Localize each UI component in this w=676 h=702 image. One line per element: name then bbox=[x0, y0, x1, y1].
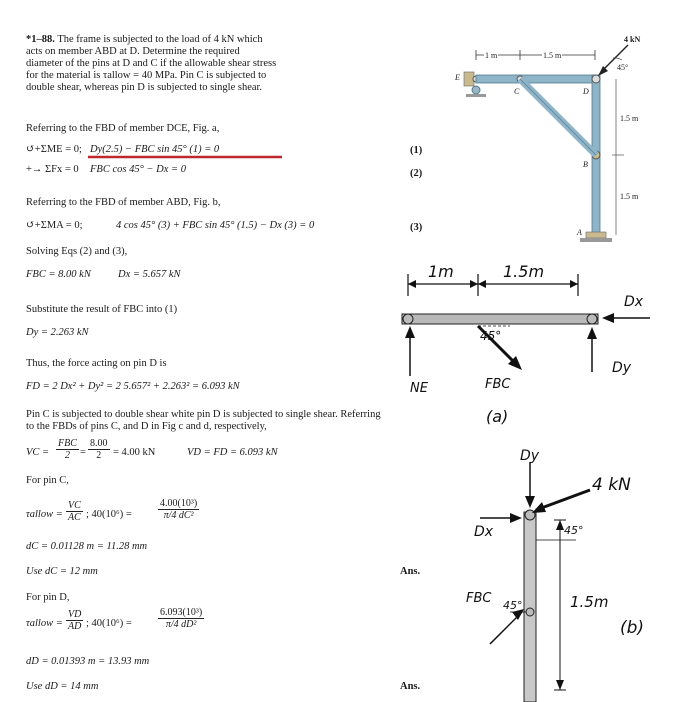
sketch-b-label-load: 4 kN bbox=[592, 475, 631, 495]
sketch-b-label-dy: Dy bbox=[520, 448, 540, 464]
problem-line-5: double shear, whereas pin D is subjected to single shear. bbox=[26, 82, 263, 93]
sketch-a-label-ne: NE bbox=[410, 381, 428, 396]
equals-sign: = bbox=[80, 447, 86, 458]
fbd-dce-intro: Referring to the FBD of member DCE, Fig. a, bbox=[26, 123, 220, 134]
problem-line-1: The frame is subjected to the load of 4 kN which bbox=[57, 34, 263, 45]
member-dce bbox=[476, 75, 598, 83]
sketch-b-load-line bbox=[536, 490, 590, 510]
dc-result: dC = 0.01128 m = 11.28 mm bbox=[26, 541, 148, 552]
eq3-label: ↺+ΣMA = 0; bbox=[26, 220, 83, 231]
ans-label-2: Ans. bbox=[400, 681, 421, 692]
eq1: Dy(2.5) − FBC sin 45° (1) = 0 bbox=[90, 144, 220, 155]
fbd-abd-intro: Referring to the FBD of member ABD, Fig. b, bbox=[26, 197, 221, 208]
support-a bbox=[586, 232, 606, 238]
sketch-a-arrow-3 bbox=[478, 280, 486, 288]
frame-label-d: D bbox=[583, 87, 589, 96]
dd-result: dD = 0.01393 m = 13.93 mm bbox=[26, 656, 150, 667]
result-dx: Dx = 5.657 kN bbox=[118, 269, 181, 280]
sketch-b-label-dx: Dx bbox=[474, 524, 494, 540]
use-dc: Use dC = 12 mm bbox=[26, 566, 98, 577]
sketch-a-arrow-1 bbox=[408, 280, 416, 288]
problem-number: *1–88. bbox=[26, 34, 55, 45]
pin-c-text-2: to the FBDs of pins C, and D in Fig c and d, respectively, bbox=[26, 421, 267, 432]
sketch-b-label-fbc: FBC bbox=[466, 591, 492, 606]
problem-line-2: acts on member ABD at D. Determine the required bbox=[26, 46, 240, 57]
sketch-a-ne-head bbox=[405, 326, 415, 338]
sketch-a-label-angle: 45° bbox=[480, 329, 502, 343]
vc-result: = 4.00 kN bbox=[113, 447, 156, 458]
frame-label-vert-2: 1.5 m bbox=[620, 192, 639, 201]
sketch-b-caption: (b) bbox=[620, 618, 645, 638]
roller-e bbox=[472, 86, 480, 94]
use-dd: Use dD = 14 mm bbox=[26, 681, 99, 692]
eq1-label: ↺+ΣME = 0; bbox=[26, 144, 82, 155]
frame-figure bbox=[464, 45, 628, 242]
ground-a bbox=[580, 238, 612, 242]
ans-label-1: Ans. bbox=[400, 566, 421, 577]
sketch-b bbox=[480, 462, 590, 702]
frame-label-1m: 1 m bbox=[485, 51, 498, 60]
eq3: 4 cos 45° (3) + FBC sin 45° (1.5) − Dx (3) = 0 bbox=[116, 220, 315, 231]
sketch-a-pin-e bbox=[403, 314, 413, 324]
tau-c-lhs: τallow = bbox=[26, 509, 63, 520]
sketch-a-label-15m: 1.5m bbox=[503, 262, 545, 281]
sketch-a-caption: (a) bbox=[486, 407, 509, 426]
vc-frac2-num: 8.00 bbox=[90, 438, 108, 449]
tau-d-mid: ; 40(10⁶) = bbox=[86, 618, 132, 629]
vc-frac2-den: 2 bbox=[96, 450, 102, 461]
tau-d-frac-den: AD bbox=[68, 621, 82, 632]
frame-label-e: E bbox=[455, 73, 460, 82]
sketch-a-label-dx: Dx bbox=[624, 294, 644, 310]
for-pin-d: For pin D, bbox=[26, 592, 70, 603]
sketch-a-label-dy: Dy bbox=[612, 360, 632, 376]
result-dy: Dy = 2.263 kN bbox=[26, 327, 89, 338]
eq2-number: (2) bbox=[410, 168, 423, 179]
sketch-a-dy-head bbox=[587, 327, 597, 339]
sketch-b-member bbox=[524, 512, 536, 702]
tau-d-rhs-den: π/4 dD² bbox=[165, 619, 197, 630]
sketch-b-label-dim: 1.5m bbox=[570, 593, 609, 611]
result-fbc: FBC = 8.00 kN bbox=[26, 269, 91, 280]
tau-d-frac-num: VD bbox=[68, 609, 82, 620]
ground-e bbox=[466, 94, 486, 97]
load-arrow-head bbox=[598, 66, 608, 76]
sketch-b-load-head bbox=[532, 502, 546, 513]
frame-label-load: 4 kN bbox=[624, 35, 641, 44]
sketch-b-dy-head bbox=[525, 496, 535, 508]
tau-c-frac-den: AC bbox=[68, 512, 81, 523]
frame-label-b: B bbox=[583, 160, 588, 169]
sketch-b-dim-arrow-2 bbox=[556, 680, 564, 690]
sketch-b-dim-arrow-1 bbox=[556, 520, 564, 530]
sketch-a-label-fbc: FBC bbox=[485, 377, 511, 392]
pin-c-text-1: Pin C is subjected to double shear white pin D is subjected to single shear. Referring bbox=[26, 409, 381, 420]
sketch-b-label-angle-1: 45° bbox=[564, 524, 584, 537]
eq2: FBC cos 45° − Dx = 0 bbox=[90, 164, 186, 175]
tau-c-rhs-num: 4.00(10³) bbox=[160, 498, 198, 509]
thus-text: Thus, the force acting on pin D is bbox=[26, 358, 167, 369]
tau-d-lhs: τallow = bbox=[26, 618, 63, 629]
vc-frac1-num: FBC bbox=[58, 438, 77, 449]
tau-c-rhs-den: π/4 dC² bbox=[163, 510, 194, 521]
sketch-a-label-1m: 1m bbox=[428, 262, 454, 281]
problem-line-4: for the material is τallow = 40 MPa. Pin C is subjected to bbox=[26, 70, 267, 81]
fd-equation: FD = 2 Dx² + Dy² = 2 5.657² + 2.263² = 6.093 kN bbox=[26, 381, 240, 392]
sketch-b-label-angle-2: 45° bbox=[503, 599, 523, 612]
sketch-a-beam bbox=[402, 314, 598, 324]
sketch-b-pin-b bbox=[526, 608, 534, 616]
sketch-a-arrow-4 bbox=[570, 280, 578, 288]
substitute-text: Substitute the result of FBC into (1) bbox=[26, 304, 178, 315]
sketch-a-pin-d bbox=[587, 314, 597, 324]
sketch-b-dx-head bbox=[510, 513, 522, 523]
sketch-a-arrow-2 bbox=[470, 280, 478, 288]
frame-label-c: C bbox=[514, 87, 520, 96]
frame-label-vert-1: 1.5 m bbox=[620, 114, 639, 123]
tau-d-rhs-num: 6.093(10³) bbox=[160, 607, 203, 618]
for-pin-c: For pin C, bbox=[26, 475, 69, 486]
vd-result: VD = FD = 6.093 kN bbox=[187, 447, 278, 458]
solving-text: Solving Eqs (2) and (3), bbox=[26, 246, 128, 257]
problem-line-3: diameter of the pins at D and C if the allowable shear stress bbox=[26, 58, 277, 69]
vc-lhs: VC = bbox=[26, 447, 50, 458]
frame-label-angle: 45° bbox=[617, 63, 629, 72]
sketch-a-dx-head bbox=[602, 313, 614, 323]
pin-d bbox=[592, 75, 600, 83]
frame-label-a: A bbox=[577, 228, 582, 237]
vc-frac1-den: 2 bbox=[64, 450, 70, 461]
frame-label-15m: 1.5 m bbox=[543, 51, 562, 60]
tau-c-mid: ; 40(10⁶) = bbox=[86, 509, 132, 520]
tau-c-frac-num: VC bbox=[68, 500, 81, 511]
eq2-label: +→ ΣFx = 0 bbox=[26, 164, 79, 175]
eq3-number: (3) bbox=[410, 222, 423, 233]
eq1-number: (1) bbox=[410, 145, 423, 156]
